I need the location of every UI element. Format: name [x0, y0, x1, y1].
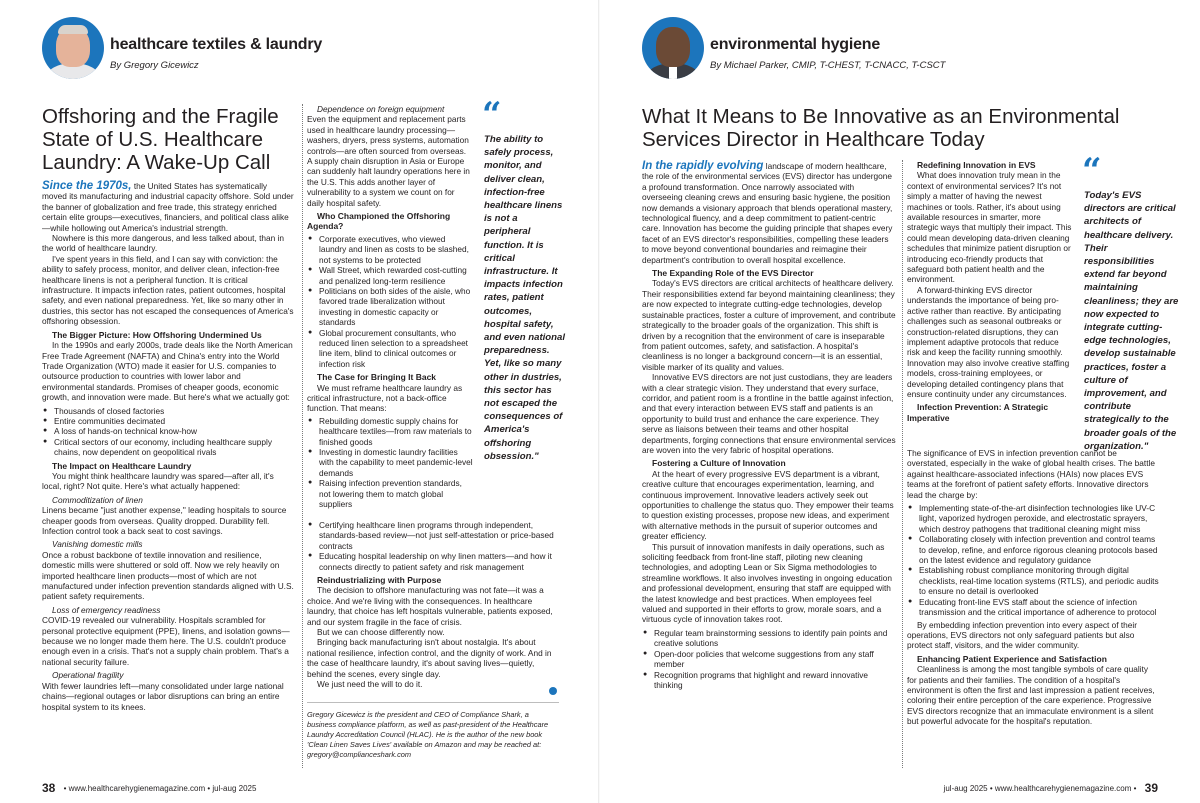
body-paragraph: Nowhere is this more dangerous, and less talked about, than in the world of healthcare laundry.: [42, 233, 284, 254]
article-title: Offshoring and the Fragile State of U.S. Healthcare Laundry: A Wake-Up Call: [42, 105, 279, 174]
page-folio: [42, 781, 256, 795]
subhead: Infection Prevention: A Strategic Imperative: [907, 402, 1049, 423]
byline: By Michael Parker, CMIP, T-CHEST, T-CNACC, T-CSCT: [710, 60, 946, 71]
article-column-2-wide: [307, 520, 559, 690]
body-paragraph: I've spent years in this field, and I can say with conviction: the ability to safely process, monitor, and deliver clean, infection-free healthcare linens is not a peripheral function. It is critical infrastructure. It impacts infection rates, patient outcomes, hospital safety, and even national preparedness. Yet, like so many other in dustries, this sector has not escaped the consequences of America's offshoring obsession.: [42, 253, 294, 327]
body-paragraph: Today's EVS directors are critical architects of healthcare delivery. Their responsibilities extend far beyond maintaining cleanliness; they are now expected to integrate cutting-edge technologies, develop sustainable practices, foster a culture of improvement, and contribute strategically to the broader goals of the organization. This shift is driven by a recognition that the environment of care is inseparable from patient outcomes, safety, and satisfaction. A hospital's cleanliness is no longer a background concern—it is an essential, visible marker of its quality and values.: [642, 278, 896, 372]
right-page: [600, 0, 1200, 803]
list-item: ● Open-door policies that welcome suggestions from any staff member: [642, 649, 896, 670]
page-number: 39: [1144, 781, 1158, 795]
subhead: The Case for Bringing It Back: [317, 372, 437, 383]
body-paragraph: We must reframe healthcare laundry as critical infrastructure, not a back-office function. That means:: [307, 382, 463, 414]
subhead: Who Championed the Offshoring Agenda?: [307, 211, 451, 232]
column-divider: [302, 104, 303, 768]
list-item: ● Implementing state-of-the-art disinfection technologies like UV-C light, vaporized hydrogen peroxide, and electrostatic sprayers, which destroy pathogens that traditional cleaning might miss: [907, 503, 1159, 534]
body-paragraph: We just need the will to do it.: [317, 679, 423, 690]
body-paragraph: Cleanliness is among the most tangible symbols of care quality for patients and their families. The condition of a hospital's environment is often the first and last impression a patient receives, coloring their entire perception of the care experience. Progressive EVS directors recognize that an immaculate environment is a silent but powerful advocate for the hospital's reputation.: [907, 664, 1155, 727]
list-item: ● Rebuilding domestic supply chains for healthcare textiles—from raw materials to finished goods: [307, 416, 473, 447]
byline: By Gregory Gicewicz: [110, 60, 199, 71]
body-paragraph: Even the equipment and replacement parts used in healthcare laundry processing—washers, dryers, press systems, automation controls—are often sourced from overseas. A supply chain disruption in Asia or Europe can suddenly halt laundry operations here in the U.S. This adds another layer of vulnerability to a system we count on for daily hospital safety.: [307, 114, 470, 208]
body-paragraph: Bringing back manufacturing isn't about nostalgia. It's about national resilience, infection control, and the dignity of work. And in the case of healthcare laundry, it's about saving lives—quietly, behind the scenes, every single day.: [307, 637, 552, 679]
body-paragraph: At the heart of every progressive EVS department is a vibrant, creative culture that encourages experimentation, learning, and continuous improvement. Innovative leaders actively seek out opportunities to challenge the status quo. They empower their teams to question existing processes, propose new ideas, and experiment with alternative methods in the pursuit of superior outcomes and greater efficiency.: [642, 468, 894, 542]
page-number: 38: [42, 781, 56, 795]
body-paragraph: The significance of EVS in infection prevention cannot be overstated, especially in the wake of global health crises. The battle against healthcare-associated infections (HAIs) now places EVS teams at the forefront of patient safety efforts. Innovative directors lead the charge by:: [907, 448, 1155, 500]
article-column-2: [907, 160, 1073, 423]
body-paragraph: COVID-19 revealed our vulnerability. Hospitals scrambled for personal protective equipment (PPE), linens, and isolation gowns—because we no longer made them here. The U.S. couldn't produce enough even in a crisis. That's not a supply chain problem. That's a national security failure.: [42, 615, 290, 667]
pull-quote: The ability to safely process, monitor, and deliver clean, infection-free healthcare linens is not a peripheral function. It is critical infrastructure. It impacts infection rates, patient outcomes, hospital safety, and even national preparedness. Yet, like so many other in dustries, this sector has not escaped the consequences of America's offshoring obsession.": [484, 134, 566, 462]
list-item: ● Wall Street, which rewarded cost-cutting and penalized long-term resilience: [307, 265, 473, 286]
body-paragraph: By embedding infection prevention into every aspect of their operations, EVS directors not only safeguard patients but also protect staff, visitors, and the wider community.: [907, 619, 1137, 651]
page-folio: [944, 781, 1158, 795]
subhead: Reindustrializing with Purpose: [317, 575, 442, 586]
subhead: Redefining Innovation in EVS: [917, 160, 1036, 170]
body-paragraph: With fewer laundries left—many consolidated under large national chains—regional outages or labor disruptions can bring an entire hospital system to its knees.: [42, 680, 284, 712]
body-paragraph: Once a robust backbone of textile innovation and resilience, domestic mills were shuttered or sold off. Now we rely heavily on imported healthcare linen products—most of which are not manufactured under infection prevention standards aligned with U.S. patient safety requirements.: [42, 549, 294, 602]
bullet-list: [42, 406, 294, 458]
article-column-2-wide: [907, 448, 1159, 727]
list-item: ● Investing in domestic laundry facilities with the capability to meet pandemic-level demands: [307, 447, 473, 478]
open-quote-icon: “: [1082, 151, 1102, 191]
body-paragraph: You might think healthcare laundry was spared—after all, it's local, right? Not quite. Here's what actually happened:: [42, 470, 274, 492]
bullet-list: [907, 503, 1159, 617]
list-item: ● Educating front-line EVS staff about the science of infection transmission and the critical importance of adherence to protocol: [907, 597, 1159, 618]
body-paragraph: The decision to offshore manufacturing was not fate—it was a choice. And we're living with the consequences. In healthcare laundry, that choice has left hospitals vulnerable, patients exposed, and our system fragile in the face of crisis.: [307, 585, 553, 627]
subhead: The Expanding Role of the EVS Director: [652, 268, 814, 279]
list-item: ● Certifying healthcare linen programs through independent, standards-based review—not just self-attestation or price-based contracts: [307, 520, 559, 551]
bio-divider: [307, 702, 559, 703]
column-divider: [902, 160, 903, 768]
bullet-list: [642, 628, 896, 690]
list-item: ● Global procurement consultants, who reduced linen selection to a spreadsheet line item, blind to clinical outcomes or infection risk: [307, 328, 473, 370]
list-item: ● Entire communities decimated: [42, 416, 294, 426]
subhead: Fostering a Culture of Innovation: [652, 458, 786, 469]
list-item: ● Raising infection prevention standards, not lowering them to match global suppliers: [307, 478, 473, 509]
list-item: ● Thousands of closed factories: [42, 406, 294, 416]
author-photo-parker: [642, 17, 704, 79]
author-photo-gicewicz: [42, 17, 104, 79]
body-paragraph: Linens became "just another expense," leading hospitals to source cheaper goods from overseas. Quality dropped. Durability fell. Infection control took a back seat to cost savings.: [42, 505, 287, 536]
article-column-1: [42, 181, 294, 712]
subhead: Enhancing Patient Experience and Satisfaction: [917, 653, 1107, 664]
body-paragraph: Innovative EVS directors are not just custodians, they are leaders with a clear strategic vision. They understand that every surface, corridor, and patient room is a frontline in the battle against infection, and that every interaction between EVS staff and patients is an opportunity to build trust and enhance the care experience. They serve as liaisons between their teams and other hospital departments, forging connections that ensure environmental services are woven into the very fabric of hospital operations.: [642, 372, 896, 455]
subhead: The Bigger Picture: How Offshoring Undermined Us: [52, 329, 262, 340]
end-mark-icon: [549, 687, 557, 695]
body-paragraph: This pursuit of innovation manifests in daily operations, such as soliciting feedback from front-line staff, piloting new cleaning technologies, and adopting Lean or Six Sigma methodologies to streamline workflows. It also involves investing in ongoing education and professional development, ensuring that staff are equipped with the latest knowledge and best practices. When employees feel valued and supported in their efforts to grow, morale soars, and a virtuous cycle of innovation takes root.: [642, 541, 892, 625]
subhead: The Impact on Healthcare Laundry: [52, 460, 192, 471]
article-title: What It Means to Be Innovative as an Environmental Services Director in Healthcare Today: [642, 105, 1120, 151]
italic-subhead: Operational fragility: [52, 670, 124, 681]
list-item: ● A loss of hands-on technical know-how: [42, 426, 294, 436]
body-paragraph: A forward-thinking EVS director understands the importance of being pro-active rather than reactive. By anticipating challenges such as seasonal outbreaks or construction-related disruptions, they can implement adaptive protocols that reduce risk and keep the facility running smoothly. Innovation may also involve creative staffing models, cross-training employees, or developing detailed contingency plans that ensure continuity under any circumstances.: [907, 284, 1070, 399]
list-item: ● Critical sectors of our economy, including healthcare supply chains, now dependent on geopolitical rivals: [42, 437, 294, 458]
section-name: environmental hygiene: [710, 36, 881, 53]
folio-text: jul-aug 2025 • www.healthcarehygienemagazine.com •: [943, 784, 1137, 793]
italic-subhead: Vanishing domestic mills: [52, 539, 143, 550]
intro-paragraph: In the rapidly evolving landscape of modern healthcare, the role of the environmental services (EVS) director has undergone a profound transformation. Once narrowly associated with overseeing cleaning crews and ensuring basic hygiene, the position now demands a visionary approach that blends operational mastery, technological fluency, and a deep commitment to patient-centric care. Innovation has become the guiding principle that shapes every facet of an EVS director's responsibilities, compelling these leaders to move beyond conventional boundaries and reimagine their department's contribution to overall hospital excellence.: [642, 160, 893, 265]
lead-words: Since the 1970s,: [42, 180, 132, 192]
bullet-list: [307, 416, 473, 510]
article-column-2: [307, 104, 473, 511]
section-name: healthcare textiles & laundry: [110, 36, 323, 53]
bullet-list: [307, 234, 473, 369]
bullet-list: [307, 520, 559, 572]
italic-subhead: Loss of emergency readiness: [52, 604, 161, 615]
author-bio: Gregory Gicewicz is the president and CEO of Compliance Shark, a business compliance platform, as well as past-president of the Healthcare Laundry Accreditation Council (HLAC). He is the author of the new book 'Clean Linen Saves Lives' available on Amazon and may be reached at: gregory@complianceshark.com: [307, 710, 549, 759]
open-quote-icon: “: [482, 95, 502, 135]
intro-paragraph: Since the 1970s, the United States has systematically moved its manufacturing and industrial capacity offshore. Sold under the banner of globalization and free trade, this strategy enriched certain elite groups—executives, financiers, and political class alike—while hollowing out America's industrial strength.: [42, 180, 294, 233]
list-item: ● Educating hospital leadership on why linen matters—and how it connects directly to patient safety and risk management: [307, 551, 559, 572]
italic-subhead: Dependence on foreign equipment: [317, 104, 445, 114]
body-paragraph: But we can choose differently now.: [317, 627, 445, 638]
list-item: ● Establishing robust compliance monitoring through digital checklists, real-time location systems (RTLS), and periodic audits to ensure no detail is overlooked: [907, 565, 1159, 596]
pull-quote: Today's EVS directors are critical architects of healthcare delivery. Their responsibilities extend far beyond maintaining cleanliness; they are now expected to integrate cutting-edge technologies, develop sustainable practices, foster a culture of improvement, and contribute strategically to the broader goals of the organization.": [1084, 190, 1179, 452]
article-column-1: [642, 161, 896, 692]
lead-words: In the rapidly evolving: [642, 160, 764, 172]
list-item: ● Politicians on both sides of the aisle, who favored trade liberalization without investing in domestic capacity or standards: [307, 286, 473, 328]
list-item: ● Regular team brainstorming sessions to identify pain points and creative solutions: [642, 628, 896, 649]
list-item: ● Recognition programs that highlight and reward innovative thinking: [642, 670, 896, 691]
italic-subhead: Commoditization of linen: [52, 494, 143, 505]
list-item: ● Collaborating closely with infection prevention and control teams to develop, refine, and enforce rigorous cleaning protocols based on the latest evidence and regulatory guidance: [907, 534, 1159, 565]
folio-text: • www.healthcarehygienemagazine.com • jul-aug 2025: [63, 784, 257, 793]
body-paragraph: In the 1990s and early 2000s, trade deals like the North American Free Trade Agreement (NAFTA) and China's entry into the World Trade Organization (WTO) made it easier for U.S. companies to outsource production to countries with lower labor and environmental standards. Promises of cheaper goods, economic growth, and innovation were made. But here's what we actually got:: [42, 340, 293, 403]
list-item: ● Corporate executives, who viewed laundry and linen as costs to be slashed, not systems to be protected: [307, 234, 473, 265]
body-paragraph: What does innovation truly mean in the context of environmental services? It's not simply a matter of having the newest machines or tools. Rather, it's about using available resources in smarter, more strategic ways that multiply their impact. This could mean developing data-driven cleaning schedules that minimize patient disruption or introducing eco-friendly products that safeguard both patient health and the environment.: [907, 170, 1072, 285]
